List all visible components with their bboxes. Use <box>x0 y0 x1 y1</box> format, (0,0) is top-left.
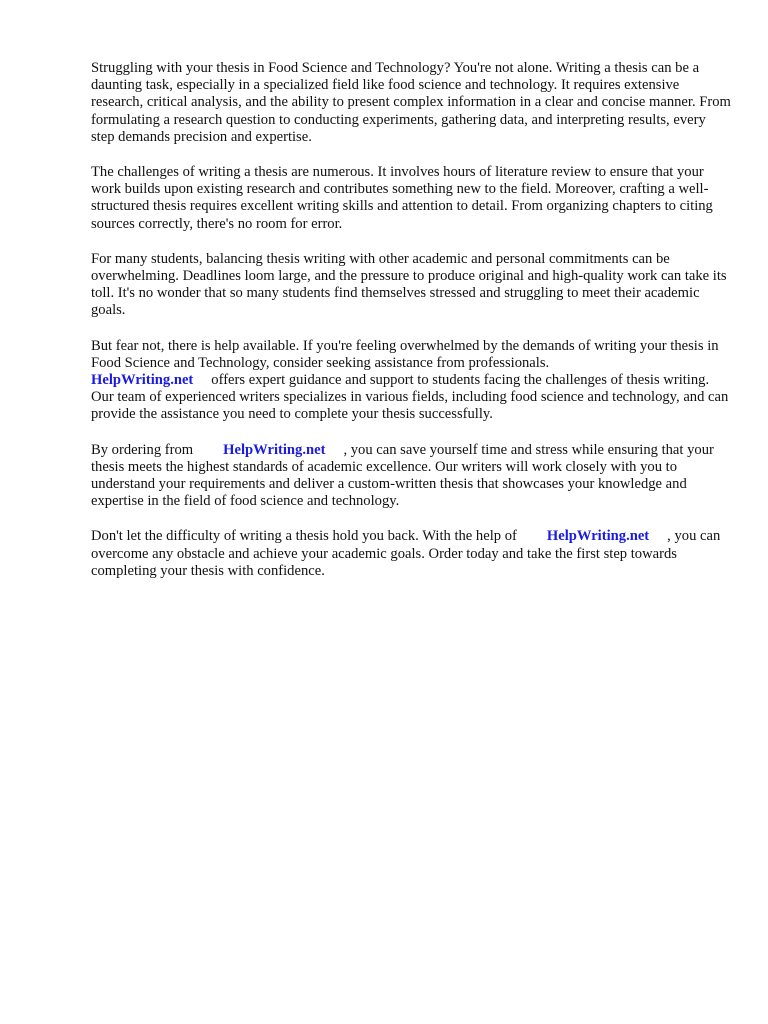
paragraph-text: By ordering from <box>91 441 194 458</box>
paragraph-text: , you can save yourself time and stress while ensuring that your thesis meets the highest standards of academic excellence. Our writers will work closely with you to understand your requirements and deliver a custom-written thesis that showcases your knowledge and expertise in the field of food science and technology. <box>91 441 714 510</box>
helpwriting-link[interactable]: HelpWriting.net <box>223 441 326 458</box>
paragraph-text: , you can overcome any obstacle and achieve your academic goals. Order today and take the first step towards completing your thesis with confidence. <box>91 528 721 579</box>
paragraph-text: offers expert guidance and support to students facing the challenges of thesis writing. Our team of experienced writers specializes in various fields, including food science and technology, and can provide the assistance you need to complete your thesis successfully. <box>91 372 729 423</box>
helpwriting-link[interactable]: HelpWriting.net <box>546 528 650 545</box>
paragraph-text: But fear not, there is help available. If you're feeling overwhelmed by the demands of writing your thesis in Food Science and Technology, consider seeking assistance from professionals. <box>91 337 719 371</box>
paragraph-text: Don't let the difficulty of writing a thesis hold you back. With the help of <box>91 528 517 545</box>
helpwriting-link[interactable]: HelpWriting.net <box>91 372 194 389</box>
paragraph-ordering <box>91 442 731 511</box>
paragraph-challenges: The challenges of writing a thesis are numerous. It involves hours of literature review to ensure that your work builds upon existing research and contributes something new to the field. Moreover, crafting a well-structured thesis requires excellent writing skills and attention to detail. From organizing chapters to citing sources correctly, there's no room for error. <box>91 164 713 232</box>
paragraph-help-available <box>91 338 731 424</box>
document-body <box>91 60 731 598</box>
paragraph-closing <box>91 528 731 580</box>
paragraph-balancing: For many students, balancing thesis writing with other academic and personal commitments can be overwhelming. Deadlines loom large, and the pressure to produce original and high-quality work can take its toll. It's no wonder that so many students find themselves stressed and struggling to meet their academic goals. <box>91 250 727 319</box>
paragraph-intro: Struggling with your thesis in Food Science and Technology? You're not alone. Writing a thesis can be a daunting task, especially in a specialized field like food science and technology. It requires extensive research, critical analysis, and the ability to present complex information in a clear and concise manner. From formulating a research question to conducting experiments, gathering data, and interpreting results, every step demands precision and expertise. <box>91 60 731 145</box>
